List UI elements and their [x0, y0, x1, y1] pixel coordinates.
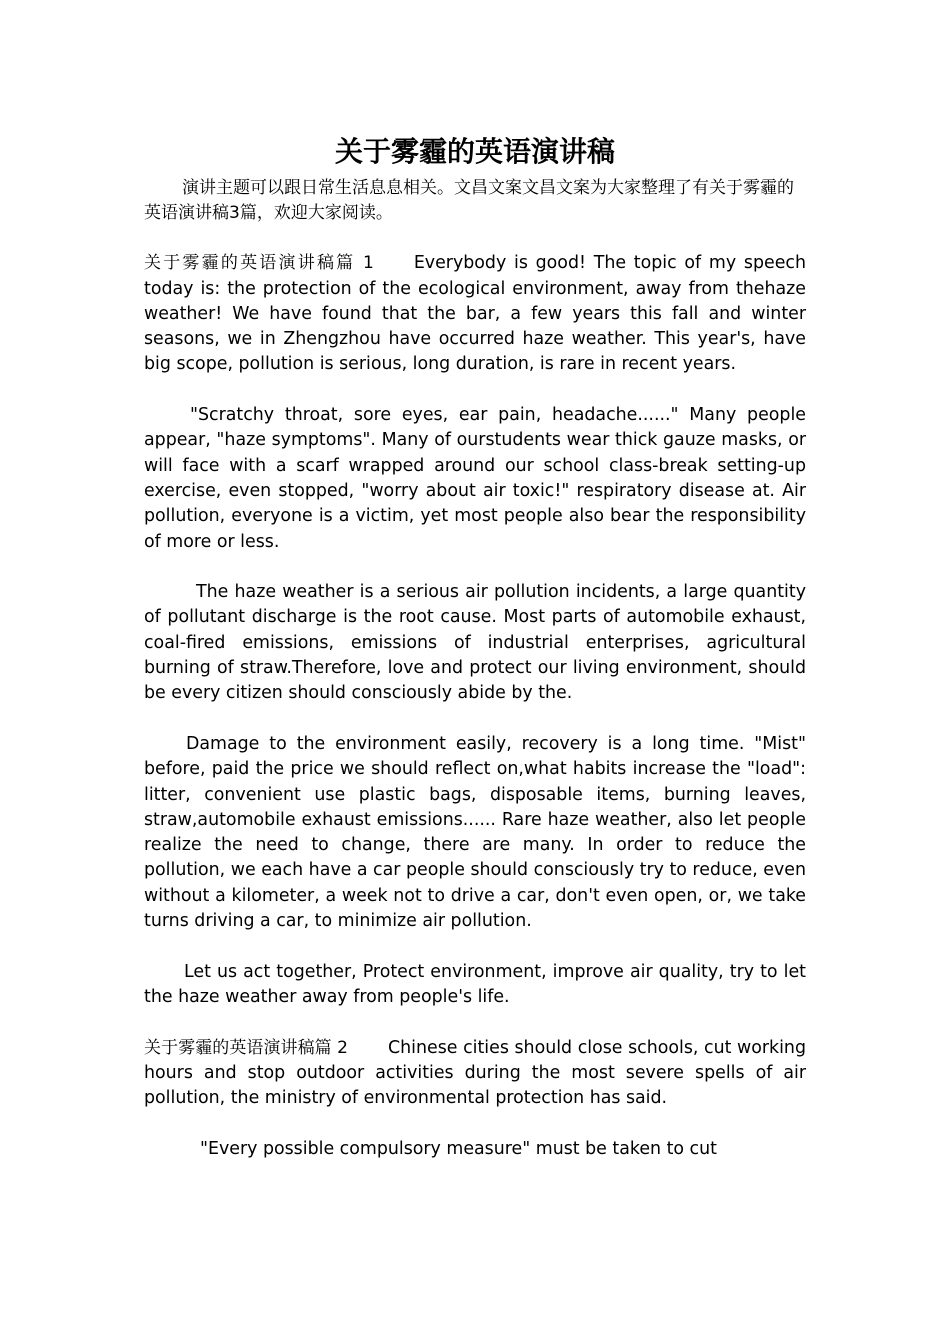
spacer	[144, 378, 806, 403]
document-title: 关于雾霾的英语演讲稿	[334, 135, 615, 168]
spacer	[144, 707, 806, 732]
section2-paragraph-2: "Every possible compulsory measure" must be taken to cut	[200, 1138, 717, 1159]
section1-paragraph-3: The haze weather is a serious air pollution incidents, a large quantity of pollutant discharge is the root cause. Most parts of automobile exhaust, coal-fired emissions, emissions of industrial enterprises, agricultural burning of straw.Therefore, love and protect our living environment, should be every citizen should consciously abide by the.	[144, 582, 806, 704]
intro-paragraph: 演讲主题可以跟日常生活息息相关。文昌文案文昌文案为大家整理了有关于雾霾的英语演讲稿3篇，欢迎大家阅读。	[144, 178, 794, 223]
spacer	[144, 555, 806, 580]
section2-paragraph-1	[144, 1036, 806, 1112]
section1-paragraph-2: "Scratchy throat, sore eyes, ear pain, headache......" Many people appear, "haze symptoms". Many of ourstudents wear thick gauze masks, or will face with a scarf wrapped around our school class-break setting-up exercise, even stopped, "worry about air toxic!" respiratory disease at. Air pollution, everyone is a victim, yet most people also bear the responsibility of more or less.	[144, 405, 806, 552]
spacer	[144, 934, 806, 959]
spacer	[144, 1010, 806, 1035]
section1-p1-text: Everybody is good! The topic of my speech today is: the protection of the ecological environment, away from thehaze weather! We have found that the bar, a few years this fall and winter seasons, we in Zhengzhou have occurred haze weather. This year's, have big scope, pollution is serious, long duration, is rare in recent years.	[144, 253, 806, 375]
section1-paragraph-5: Let us act together, Protect environment, improve air quality, try to let the haze weather away from people's life.	[144, 961, 806, 1007]
section2-label: 关于雾霾的英语演讲稿篇 2	[144, 1037, 349, 1058]
section1-label: 关于雾霾的英语演讲稿篇 1	[144, 253, 374, 274]
spacer	[144, 226, 806, 251]
section1-paragraph-4: Damage to the environment easily, recovery is a long time. "Mist" before, paid the price we should reflect on,what habits increase the "load": litter, convenient use plastic bags, disposable items, burning leaves, straw,automobile exhaust emissions...... Rare haze weather, also let people realize the need to change, there are many. In order to reduce the pollution, we each have a car people should consciously try to reduce, even without a kilometer, a week not to drive a car, don't even open, or, we take turns driving a car, to minimize air pollution.	[144, 733, 806, 932]
document-page	[144, 130, 806, 1162]
spacer	[144, 1111, 806, 1136]
section2-p1-text: Chinese cities should close schools, cut working hours and stop outdoor activities during the most severe spells of air pollution, the ministry of environmental protection has said.	[144, 1037, 806, 1109]
section1-paragraph-1	[144, 251, 806, 377]
